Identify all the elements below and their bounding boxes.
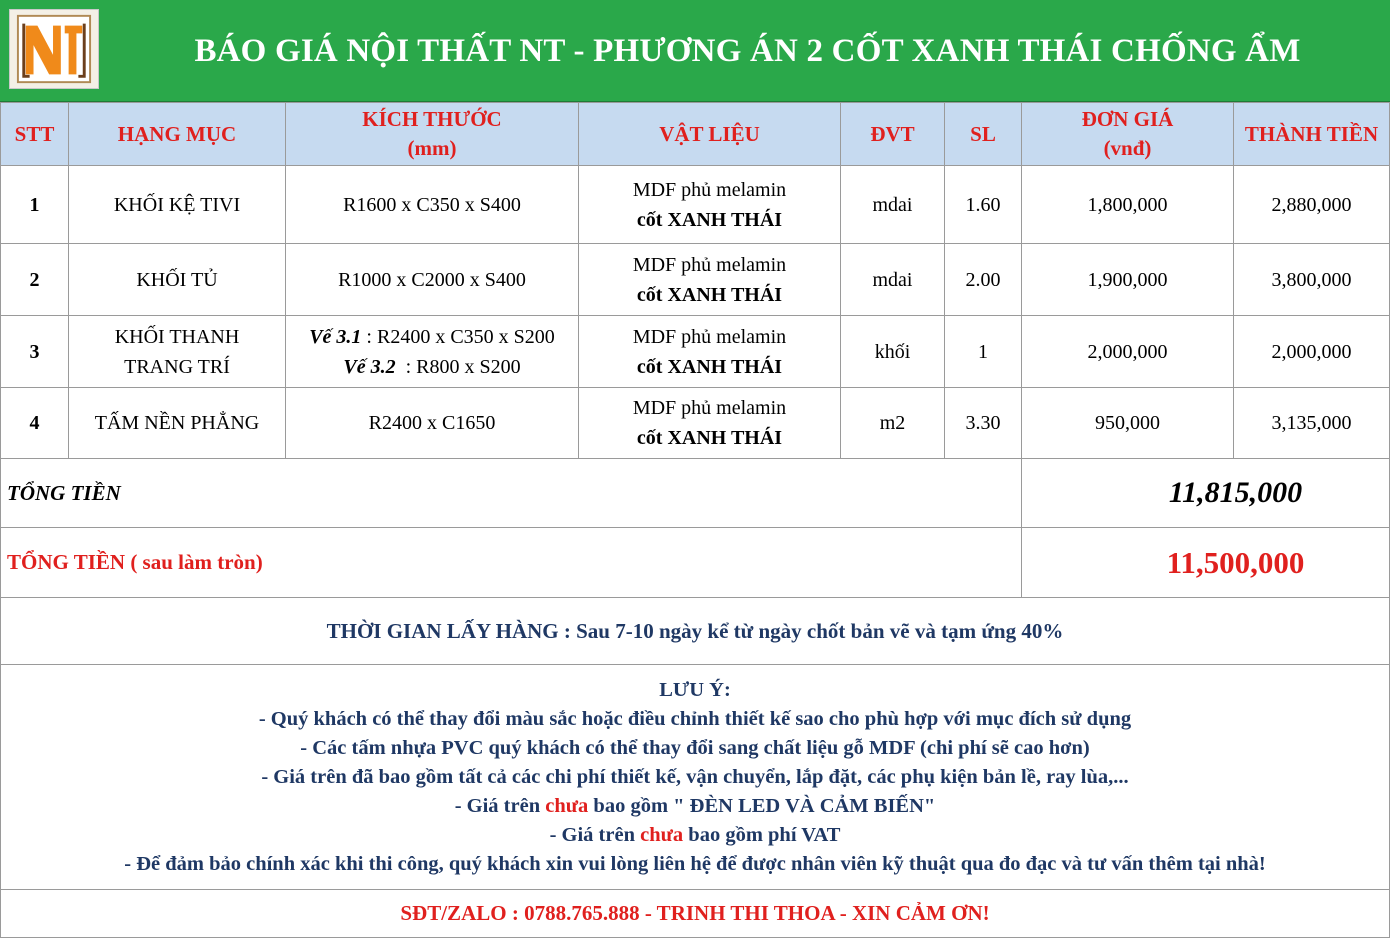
- notes-block: [1, 665, 1390, 890]
- total-label: TỔNG TIỀN: [1, 459, 1022, 528]
- material-base: MDF phủ melamin: [632, 397, 787, 419]
- size-part-b-value: : R800 x S200: [395, 355, 521, 378]
- size-part-b-tag: Vế 3.2: [343, 355, 396, 378]
- table-row: [1, 166, 1390, 244]
- cell-stt: 2: [1, 244, 69, 316]
- note-highlight: chưa: [545, 794, 589, 817]
- col-header-material: VẬT LIỆU: [579, 103, 841, 166]
- note-item: - Giá trên đã bao gồm tất cả các chi phí thiết kế, vận chuyển, lắp đặt, các phụ kiện bản lề, ray lùa,...: [261, 765, 1129, 788]
- rounded-total-label: TỔNG TIỀN ( sau làm tròn): [1, 528, 1022, 598]
- cell-unit: mdai: [841, 244, 945, 316]
- col-header-price-line1: ĐƠN GIÁ: [1081, 107, 1174, 131]
- size-part-a-value: : R2400 x C350 x S200: [361, 325, 555, 348]
- cell-item: KHỐI TỦ: [69, 244, 286, 316]
- cell-item: [69, 316, 286, 388]
- total-value: 11,815,000: [1022, 459, 1390, 528]
- cell-item: KHỐI KỆ TIVI: [69, 166, 286, 244]
- notes-heading: LƯU Ý:: [659, 678, 731, 701]
- table-header-row: [1, 103, 1390, 166]
- col-header-item: HẠNG MỤC: [69, 103, 286, 166]
- material-core: cốt XANH THÁI: [636, 355, 783, 378]
- col-header-size: [286, 103, 579, 166]
- col-header-price-line2: (vnđ): [1103, 136, 1152, 160]
- cell-qty: 2.00: [945, 244, 1022, 316]
- cell-price: 1,800,000: [1022, 166, 1234, 244]
- size-part-a-tag: Vế 3.1: [309, 325, 362, 348]
- cell-material: [579, 244, 841, 316]
- note-item: [1, 821, 1389, 850]
- material-base: MDF phủ melamin: [632, 325, 787, 348]
- table-row: [1, 388, 1390, 459]
- rounded-total-value: 11,500,000: [1022, 528, 1390, 598]
- cell-unit: mdai: [841, 166, 945, 244]
- cell-size: R2400 x C1650: [286, 388, 579, 459]
- cell-size: R1600 x C350 x S400: [286, 166, 579, 244]
- table-row: [1, 316, 1390, 388]
- cell-size: R1000 x C2000 x S400: [286, 244, 579, 316]
- col-header-amount: THÀNH TIỀN: [1234, 103, 1390, 166]
- note-text: - Giá trên: [549, 823, 641, 846]
- note-highlight: chưa: [640, 823, 684, 846]
- cell-amount: 3,135,000: [1234, 388, 1390, 459]
- col-header-size-line2: (mm): [407, 136, 457, 160]
- cell-size: [286, 316, 579, 388]
- col-header-price: [1022, 103, 1234, 166]
- cell-amount: 3,800,000: [1234, 244, 1390, 316]
- title-banner: [0, 0, 1390, 102]
- rounded-total-row: [1, 528, 1390, 598]
- item-line1: KHỐI THANH: [114, 325, 240, 348]
- size-part-b: [286, 352, 578, 382]
- note-item: - Các tấm nhựa PVC quý khách có thể thay đổi sang chất liệu gỗ MDF (chi phí sẽ cao hơn): [300, 736, 1090, 759]
- cell-stt: 3: [1, 316, 69, 388]
- page-title: BÁO GIÁ NỘI THẤT NT - PHƯƠNG ÁN 2 CỐT XANH THÁI CHỐNG ẨM: [194, 33, 1301, 69]
- nt-logo-icon: [10, 10, 98, 88]
- note-text: bao gồm " ĐÈN LED VÀ CẢM BIẾN": [588, 794, 936, 817]
- table-row: [1, 244, 1390, 316]
- cell-stt: 1: [1, 166, 69, 244]
- cell-amount: 2,000,000: [1234, 316, 1390, 388]
- total-row: [1, 459, 1390, 528]
- delivery-row: [1, 598, 1390, 665]
- note-text: bao gồm phí VAT: [683, 823, 841, 846]
- quotation-table: [0, 102, 1390, 938]
- footer-row: [1, 890, 1390, 938]
- material-core: cốt XANH THÁI: [636, 427, 783, 449]
- material-core: cốt XANH THÁI: [636, 208, 783, 231]
- cell-material: [579, 316, 841, 388]
- col-header-size-line1: KÍCH THƯỚC: [362, 107, 502, 131]
- col-header-unit: ĐVT: [841, 103, 945, 166]
- cell-price: 1,900,000: [1022, 244, 1234, 316]
- note-text: - Giá trên: [454, 794, 546, 817]
- notes-row: [1, 665, 1390, 890]
- cell-item: TẤM NỀN PHẲNG: [69, 388, 286, 459]
- size-part-a: [286, 322, 578, 352]
- company-logo: [9, 9, 99, 89]
- cell-qty: 1: [945, 316, 1022, 388]
- cell-material: [579, 388, 841, 459]
- cell-qty: 3.30: [945, 388, 1022, 459]
- cell-unit: khối: [841, 316, 945, 388]
- material-base: MDF phủ melamin: [632, 253, 787, 276]
- cell-material: [579, 166, 841, 244]
- delivery-text: THỜI GIAN LẤY HÀNG : Sau 7-10 ngày kể từ ngày chốt bản vẽ và tạm ứng 40%: [1, 598, 1390, 665]
- cell-qty: 1.60: [945, 166, 1022, 244]
- col-header-stt: STT: [1, 103, 69, 166]
- cell-unit: m2: [841, 388, 945, 459]
- contact-footer: SĐT/ZALO : 0788.765.888 - TRINH THI THOA - XIN CẢM ƠN!: [1, 890, 1390, 938]
- cell-stt: 4: [1, 388, 69, 459]
- material-core: cốt XANH THÁI: [636, 283, 783, 306]
- cell-price: 2,000,000: [1022, 316, 1234, 388]
- col-header-qty: SL: [945, 103, 1022, 166]
- note-item: - Để đảm bảo chính xác khi thi công, quý khách xin vui lòng liên hệ để được nhân viên kỹ thuật qua đo đạc và tư vấn thêm tại nhà!: [124, 852, 1266, 875]
- cell-amount: 2,880,000: [1234, 166, 1390, 244]
- cell-price: 950,000: [1022, 388, 1234, 459]
- item-line2: TRANG TRÍ: [124, 355, 230, 378]
- note-item: - Quý khách có thể thay đổi màu sắc hoặc điều chỉnh thiết kế sao cho phù hợp với mục đích sử dụng: [258, 707, 1132, 730]
- note-item: [1, 792, 1389, 821]
- material-base: MDF phủ melamin: [632, 178, 787, 201]
